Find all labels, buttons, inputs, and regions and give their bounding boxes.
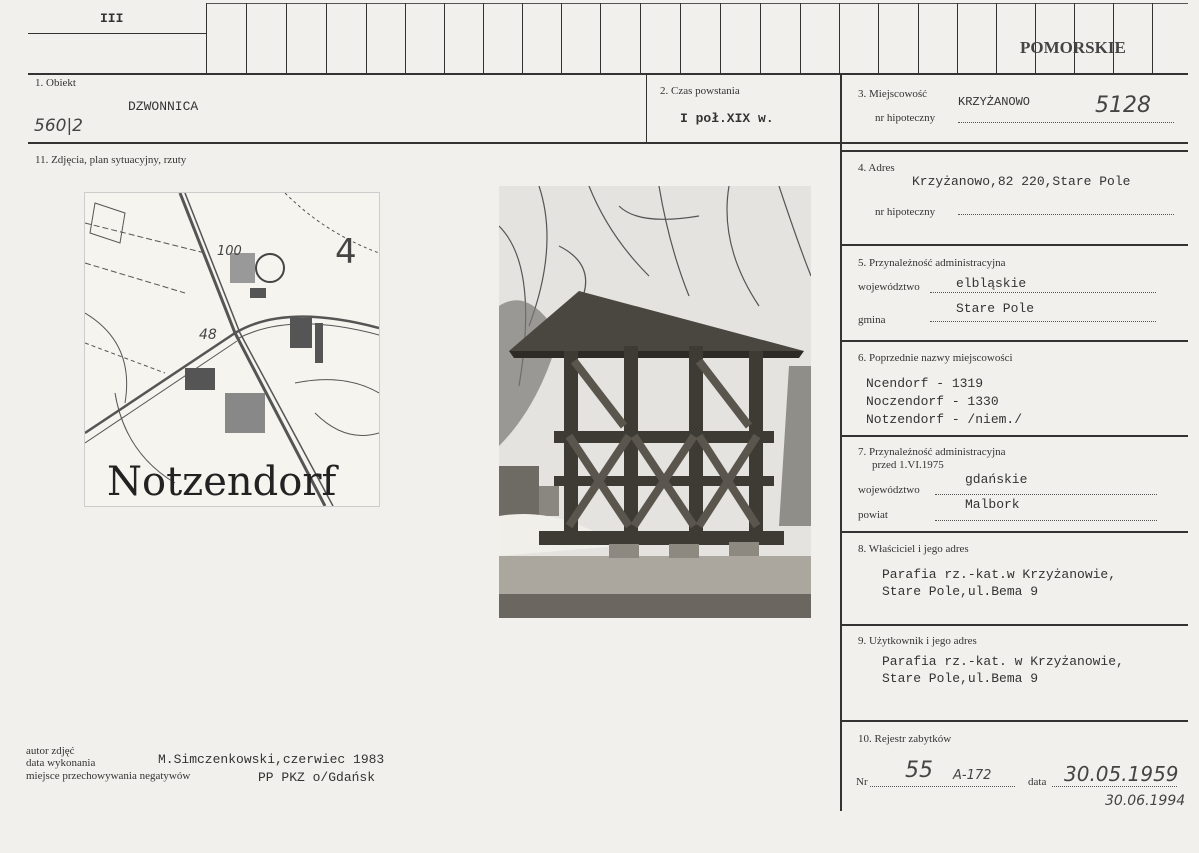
field5-voiv-label: województwo [858,281,920,293]
field5-gmina-dots [930,321,1156,322]
field10-label: 10. Rejestr zabytków [858,733,952,745]
row4-line [842,244,1188,246]
roman-number: III [100,11,124,26]
field6-name-2: Noczendorf - 1330 [866,394,999,409]
row3-line [842,150,1188,152]
map-number: 4 [335,232,357,272]
site-map [84,192,380,507]
header-cell-divider [800,3,801,74]
field8-label: 8. Właściciel i jego adres [858,543,969,555]
belfry-photo [499,186,811,618]
field5-voiv-dots [930,292,1156,293]
field3-label: 3. Miejscowość [858,88,928,100]
field7-label: 7. Przynależność administracyjna [858,446,1006,458]
header-cell-divider [561,3,562,74]
header-bottom-line [28,73,1188,75]
belfry-drawing [499,186,811,618]
field4-label: 4. Adres [858,162,895,174]
field10-date: 30.05.1959 [1064,762,1179,786]
roman-underline [28,33,206,34]
row6-line [842,435,1188,437]
field4-dots [958,214,1174,215]
header-cell-divider [444,3,445,74]
field7-voiv: gdańskie [965,472,1028,487]
field3-value: KRZYŻANOWO [958,95,1031,109]
header-cell-divider [286,3,287,74]
row5-line [842,340,1188,342]
field7-voiv-label: województwo [858,484,920,496]
header-cell-divider [839,3,840,74]
field10-date-dots [1052,786,1177,787]
field9-label: 9. Użytkownik i jego adres [858,635,977,647]
field6-label: 6. Poprzednie nazwy miejscowości [858,352,1013,364]
footer-date-label: data wykonania [26,757,96,769]
map-label-48: 48 [199,327,217,343]
row7-line [842,531,1188,533]
field6-name-3: Notzendorf - /niem./ [866,412,1023,427]
field10-nr-dots [870,786,1015,787]
field3-hyp-label: nr hipoteczny [875,112,936,124]
divider-v2 [840,75,842,811]
field5-gmina: Stare Pole [956,301,1035,316]
footer-place-label: miejsce przechowywania negatywów [26,770,191,782]
row9-line [842,720,1188,722]
header-cell-divider [405,3,406,74]
field10-date-label: data [1028,776,1047,788]
field2-value: I poł.XIX w. [680,111,774,126]
footer-author: M.Simczenkowski,czerwiec 1983 [158,752,385,767]
footer-place: PP PKZ o/Gdańsk [258,770,376,785]
field11-label: 11. Zdjęcia, plan sytuacyjny, rzuty [35,154,187,166]
header-cell-divider [206,3,207,74]
row8-line [842,624,1188,626]
field10-nr-extra: A-172 [953,768,992,783]
header-top-line [206,3,1188,4]
field5-label: 5. Przynależność administracyjna [858,257,1006,269]
field8-line-1: Parafia rz.-kat.w Krzyżanowie, [882,567,1117,582]
field3-dots [958,122,1174,123]
field1-number: 560|2 [34,116,83,136]
header-cell-divider [680,3,681,74]
header-cell-divider [366,3,367,74]
field9-line-1: Parafia rz.-kat. w Krzyżanowie, [882,654,1124,669]
field9-line-2: Stare Pole,ul.Bema 9 [882,671,1039,686]
header-cell-divider [760,3,761,74]
map-place-name: Notzendorf [107,459,337,505]
header-cell-divider [246,3,247,74]
footer-author-label: autor zdjęć [26,745,75,757]
field1-label: 1. Obiekt [35,77,76,89]
map-drawing [85,193,379,506]
field2-label: 2. Czas powstania [660,85,740,97]
header-cell-divider [996,3,997,74]
header-cell-divider [918,3,919,74]
field4-value: Krzyżanowo,82 220,Stare Pole [912,174,1131,189]
region-label: POMORSKIE [1020,38,1126,57]
field7-voiv-dots [935,494,1157,495]
field7-powiat-dots [935,520,1157,521]
divider-v1 [646,75,647,143]
field6-name-1: Ncendorf - 1319 [866,376,984,391]
field7-powiat-label: powiat [858,509,888,521]
field4-hyp-label: nr hipoteczny [875,206,936,218]
header-cell-divider [326,3,327,74]
header-cell-divider [600,3,601,74]
field3-number: 5128 [1095,93,1151,118]
field5-voiv: elbląskie [956,276,1027,291]
header-cell-divider [522,3,523,74]
header-cell-divider [957,3,958,74]
map-label-100: 100 [217,244,242,259]
field10-date2: 30.06.1994 [1105,793,1186,809]
field10-nr: 55 [905,758,933,783]
header-cell-divider [1152,3,1153,74]
header-cell-divider [483,3,484,74]
field10-nr-label: Nr [856,776,868,788]
header-cell-divider [720,3,721,74]
field1-value: DZWONNICA [128,99,199,114]
header-cell-divider [878,3,879,74]
field7-powiat: Malbork [965,497,1020,512]
field8-line-2: Stare Pole,ul.Bema 9 [882,584,1039,599]
field5-gmina-label: gmina [858,314,886,326]
field7-label2: przed 1.VI.1975 [872,459,944,471]
row1-bottom-line [28,142,1188,144]
header-cell-divider [640,3,641,74]
